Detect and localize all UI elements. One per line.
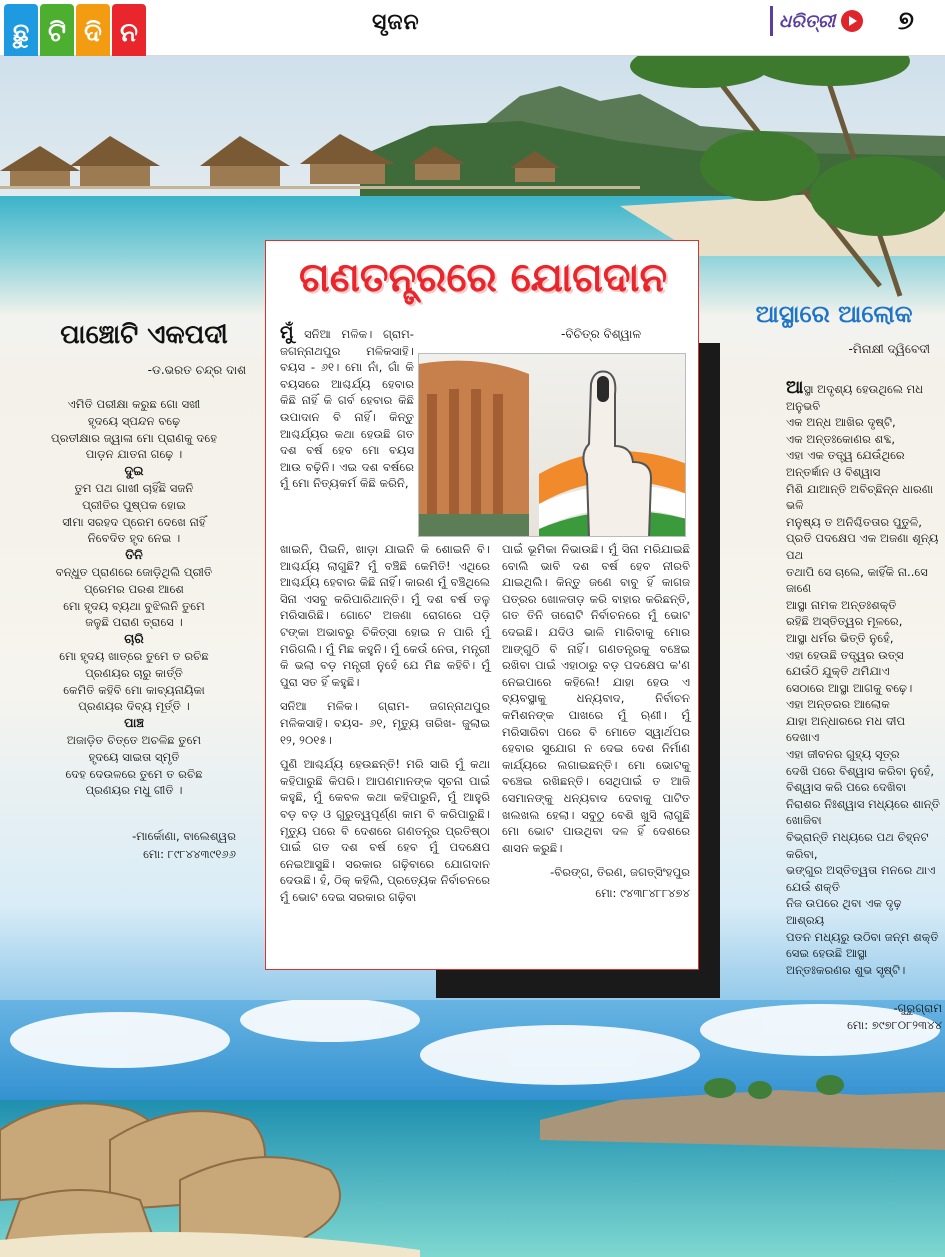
poem-line: ଯେଉଁଠି ଯୁକ୍ତି ଥମିଯାଏ: [786, 664, 890, 679]
poem-line: ବନ୍ଧୁତ ପ୍ରାଣରେ ଜୋଡ଼ିଥିଲି ପ୍ରୀତି: [55, 564, 213, 579]
page-header: [0, 0, 945, 56]
poem-stanza: [14, 547, 254, 631]
poem-line: ଆସ୍ଥା ଧର୍ମର ଭିତ୍ତି ନୁହେଁ,: [786, 630, 894, 645]
left-poem-place: [14, 827, 254, 863]
section-title: ସୃଜନ: [372, 10, 420, 35]
left-poem-title: ପାଞ୍ଚୋଟି ଏକପଦୀ: [60, 320, 228, 350]
poem-line: ଅଜାଡ଼ିତ ଚିତ୍ତେ ଅଚଳିଛ ତୁମେ: [66, 732, 202, 747]
poem-line: ଏହା ଜୀବନର ଗୁହ୍ୟ ସୂତ୍ର: [786, 747, 900, 762]
poem-stanza: [14, 463, 254, 547]
article-paragraph: ସନିଆ ମଳିକ। ଗ୍ରାମ- ଜଗନ୍ନାଥପୁର ମଳିକସାହି। ବୟସ- ୬୧, ମୃତ୍ୟୁ ତାରିଖ- ଜୁଲାଇ ୧୨, ୨୦୧୫।: [280, 699, 490, 747]
article-signature-phone: ମୋ: ୯୪୩୮୪୮୮୪୭୪: [595, 885, 690, 900]
poem-line: ପ୍ରଣୟର ଚାରୁ କାର୍ତ୍ତି: [85, 665, 183, 680]
poem-line: ଯାହା ଅନ୍ଧାରରେ ମଧ ଦୀପ ଦେଖାଏ: [786, 713, 906, 745]
article-box: [265, 240, 699, 970]
poem-line: ପ୍ରତୀକ୍ଷାର ଜ୍ୱାଳା ମୋ ପ୍ରାଣକୁ ଦହେ: [51, 430, 217, 445]
poem-line: ପ୍ରୀତିର ପୁଷ୍ପକ ହୋଇ: [82, 497, 186, 512]
poem-line: ଦେଖି ପରେ ବିଶ୍ୱାସ କରିବା ନୁହେଁ,: [786, 763, 935, 778]
poem-stanza: [14, 631, 254, 715]
article-byline: -ବିଚିତ୍ର ବିଶ୍ୱାଳ: [561, 327, 642, 341]
poem-line: ସେଇ ହେଉଛି ଆସ୍ଥା: [786, 946, 868, 961]
poem-line: ନିବେଦିତ ହୃଦ ନେଇ ।: [87, 531, 181, 546]
right-poem: [728, 300, 940, 357]
article-paragraph: ଖାଇନି, ପିଇନି, ଖାଡ଼ା ଯାଇନି କି ଶୋଇନି ବି। ଆଶ୍ଚର୍ଯ୍ୟ ଲାଗୁଛି? ମୁଁ ବଞ୍ଚିଛି କେମିତି! ଏଥିରେ ଆଶ୍ଚର୍ଯ୍ୟ ହେବାର କିଛି ନାହିଁ। କାରଣ ମୁଁ ବଞ୍ଚିଥିଲେ ସିନା ଏସବୁ କରିପାରିଥାନ୍ତି। ମୁଁ ଦଶ ବର୍ଷ ତଳୁ ମରିସାରିଛି। ଗୋଟେ ଅଜଣା ରୋଗରେ ପଡ଼ି ଟଙ୍କା ଅଭାବରୁ ଚିକିତ୍ସା ହୋଇ ନ ପାରି ମୁଁ ମରିଗଲି। ମୁଁ ମିଛ କହୁନି। ମୁଁ କେଉଁ ନେତା, ମନ୍ତ୍ରୀ କି ଭଲା ବଡ଼ ମନ୍ତ୍ରୀ ନୁହେଁ ଯେ ମିଛ କହିବି। ମୁଁ ପୁରା ସତ ହିଁ କହୁଛି।: [280, 542, 490, 689]
poem-line: ସୀମା ସରହଦ ପ୍ରେମ ଦେଖେ ନାହିଁ: [62, 514, 206, 529]
article-paragraph: ପାଇଁ ଭୂମିକା ନିଭାଉଛି। ମୁଁ ସିନା ମରିଯାଇଛି ବୋଲି ଭାବି ଦଶ ବର୍ଷ ହେବ ନୀରବି ଯାଇଥିଲି। କିନ୍ତୁ ଜଣେ ବାବୁ ହିଁ କାଗଜ ପତ୍ରର ଖୋଳତାଡ଼ କରି ବାହାର କରିଛନ୍ତି, ଗତ ତିନି ତାରୋଟି ନିର୍ବାଚନରେ ମୁଁ ଭୋଟ ଦେଇଛି। ଯଦିଓ ଭାଳି ମାରିବାକୁ ମୋର ଆଙ୍ଗୁଠି ବି ନାହିଁ। ଗଣତନ୍ତ୍ରକୁ ବଞ୍ଚେଇ ରଖିବା ପାଇଁ ଏହାଠାରୁ ବଡ଼ ପଦକ୍ଷେପ କ'ଣ ନେଇପାରେ କହିଲେ! ଯାହା ହେଉ ଏ ବ୍ୟବସ୍ଥାକୁ ଧନ୍ୟବାଦ, ନିର୍ବାଚନ କମିଶନଙ୍କ ପାଖରେ ମୁଁ ଋଣୀ। ମୁଁ ମରିସାରିବା ପରେ ବି ମୋତେ ସ୍ୱାର୍ଥପର ହେବାର ସୁଯୋଗ ନ ଦେଇ ଦେଶ ନିର୍ମାଣ କାର୍ଯ୍ୟରେ ଲଗାଇଛନ୍ତି। ମୋ ଭୋଟକୁ ବଞ୍ଚେଇ ରଖିଛନ୍ତି। ସେଥିପାଇଁ ତ ଆଜି ସେମାନଙ୍କୁ ଧନ୍ୟବାଦ ଦେବାକୁ ପାଟିତ ଖଲଖଲ ହେଲା। ସବୁଠୁ ବେଶି ଖୁସି ଲାଗୁଛି ମୋ ଭୋଟ ପାଉଥିବା ଦଳ ହିଁ ଦେଶରେ ଶାସନ କରୁଛି।: [502, 542, 690, 855]
right-poem-dropcap: ଆ: [786, 377, 804, 398]
poem-line: ଏହା ଏକ ତତ୍ତ୍ୱ ଯେଉଁଥିରେ ଅନ୍ତର୍ଜ୍ଞାନ ଓ ବିଶ୍ୱାସ: [786, 448, 905, 479]
left-poem-author: -ଡ.ଭରତ ଚନ୍ଦ୍ର ଦାଶ: [147, 363, 246, 377]
article-title: ଗଣତନ୍ତ୍ରରେ ଯୋଗଦାନ: [298, 255, 668, 301]
poem-line: ତଥାପି ସେ ଚାଲେ, କାହିଁକି ନା..ସେ ଜାଣେ: [786, 564, 928, 596]
article-intro: [280, 322, 414, 492]
left-poem-phone: ମୋ: ୮୯୮୪୪୩୯୧୬୬: [143, 847, 236, 862]
stanza-heading: ଚାରି: [124, 631, 144, 647]
poem-line: ପାଡ଼ନ ଯାତନା ଗଢ଼େ ।: [85, 447, 183, 462]
paper-name: ଧରିତ୍ରୀ: [779, 10, 836, 32]
left-poem-body: [14, 396, 254, 799]
poem-line: ମୋ ହୃଦୟ ବ୍ୟଥା ବୁଝିଲନି ତୁମେ: [63, 598, 205, 613]
brand-letter-3: ଦି: [76, 4, 110, 62]
article-paragraph: ପୁଣି ଆଶ୍ଚର୍ଯ୍ୟ ହେଉଛନ୍ତି! ମରି ସାରି ମୁଁ କଥା କହିପାରୁଛି କିପରି। ଆପଣମାନଙ୍କ ସୂଚନା ପାଇଁ କହୁଛି, ମୁଁ କେବଳ କଥା କହିପାରୁନି, ମୁଁ ଆହୁରି ବଡ଼ ବଡ଼ ଓ ଗୁରୁତ୍ୱପୂର୍ଣ୍ଣ କାମ ବି କରିପାରୁଛି। ମୃତ୍ୟୁ ପରେ ବି ଦେଶରେ ଗଣତନ୍ତ୍ର ପ୍ରତିଷ୍ଠା ପାଇଁ ଗତ ଦଶ ବର୍ଷ ହେବ ମୁଁ ପଦକ୍ଷେପ ନେଇଆସୁଛି। ସରକାର ଗଢ଼ିବାରେ ଯୋଗଦାନ ଦେଉଛି। ହଁ, ଠିକ୍ କହିଲି, ପ୍ରତ୍ୟେକ ନିର୍ବାଚନରେ ମୁଁ ଭୋଟ ଦେଇ ସରକାର ଗଢ଼ିବା: [280, 757, 490, 904]
right-poem-location: -ଗୁରୁଗ୍ରାମ: [893, 1001, 942, 1016]
poem-line: ଜଳୁଛି ପରାଣ ତ୍ରାସେ ।: [85, 615, 183, 630]
left-poem: [14, 320, 254, 863]
poem-line: ବିଶ୍ୱାସ କରି ପରେ ଦେଖିବା: [786, 780, 907, 795]
poem-line: ସେଠାରେ ଆସ୍ଥା ଆଗକୁ ବଢ଼େ।: [786, 680, 913, 695]
right-poem-body: [786, 377, 942, 1034]
poem-line: ମନୁଷ୍ୟ ତ ଅନିଶ୍ଚିତତାର ପୁତୁଳି,: [786, 514, 922, 529]
article-intro-text: ସନିଆ ମଳିକ। ଗ୍ରାମ- ଜଗନ୍ନାଥପୁର ମଳିକସାହି। ବୟସ - ୬୧। ମୋ ନାଁ, ଗାଁ କି ବୟସରେ ଆଶ୍ଚର୍ଯ୍ୟ ହେବାର କିଛି ନାହିଁ କି ଗର୍ବ ହେବାର କିଛି ଉପାଦାନ ବି ନାହିଁ। କିନ୍ତୁ ଆଶ୍ଚର୍ଯ୍ୟର କଥା ହେଉଛି ଗତ ଦଶ ବର୍ଷ ହେବ ମୋ ବୟସ ଆଉ ବଢ଼ିନି। ଏଇ ଦଶ ବର୍ଷରେ ମୁଁ ମୋ ନିତ୍ୟକର୍ମ କିଛି କରିନି,: [280, 327, 414, 491]
tropical-beach-illustration: [0, 1000, 945, 1257]
poem-line: ଏହା ହେଉଛି ତତ୍ତ୍ୱର ଉତ୍ସ: [786, 647, 904, 662]
poem-line: ହୃଦୟେ ସାଇତା ସ୍ମୃତି: [88, 749, 180, 764]
stanza-heading: ପାଞ୍ଚ: [124, 715, 144, 731]
poem-line: ଏହା ଅନ୍ତରର ଆଲୋକ: [786, 697, 890, 712]
poem-stanza: [14, 715, 254, 799]
poem-line: ଦେହ ଦେଉଳରେ ତୁମେ ତ ରଚିଛ: [65, 766, 203, 781]
brand-letter-1: ଛୁ: [4, 4, 38, 62]
right-poem-first-line: ସ୍ଥା ଅଦୃଶ୍ୟ ହେଉଥିଲେ ମଧ ଅନୁଭବି: [786, 382, 924, 413]
stanza-heading: ତିନି: [125, 547, 143, 563]
brand-letter-4: ନ: [112, 4, 146, 62]
poem-line: ଅନ୍ତଃକରଣର ଶୁଭ ସୃଷ୍ଟି।: [786, 962, 906, 977]
left-poem-location: -ମାର୍କୋଣା, ବାଲେଶ୍ୱର: [132, 829, 236, 844]
poem-line: ପତନ ମଧ୍ୟରୁ ଉଠିବା ଜନ୍ମ ଶକ୍ତି: [786, 929, 939, 944]
article-column-1: [280, 541, 490, 913]
article-signature-place: -ବିରଙ୍ଗ, ତିରଣ, ଜଗତ୍‌ସିଂହପୁର: [550, 865, 690, 880]
poem-line: କେମିତି କହିବି ମୋ କାବ୍ୟନାୟିକା: [63, 682, 205, 697]
voting-finger-parliament-image: [418, 353, 686, 537]
play-icon: [841, 10, 863, 32]
poem-line: ହୃଦୟେ ସ୍ପନ୍ଦନ ବଢ଼େ: [87, 413, 181, 428]
poem-line: ରହିଛି ଅସ୍ତିତ୍ୱର ମୂଳରେ,: [786, 614, 903, 629]
poem-line: ମିଶି ଯାଆନ୍ତି ଅବିଚ୍ଛିନ୍ନ ଧାରଣା ଭଳି: [786, 481, 934, 513]
chhutidina-logo: [4, 4, 146, 62]
poem-line: [786, 377, 942, 414]
right-poem-author: -ମିନାକ୍ଷୀ ଦ୍ୱିବେଦୀ: [848, 342, 930, 356]
dharitri-logo: [770, 6, 876, 36]
poem-line: ବିଭ୍ରାନ୍ତି ମଧ୍ୟରେ ପଥ ଚିହ୍ନଟ କରିବା,: [786, 830, 929, 861]
poem-line: ନିରାଶର ନିଃଶ୍ୱାସ ମଧ୍ୟରେ ଶାନ୍ତି ଖୋଜିବା: [786, 796, 940, 828]
page-number: ୭: [898, 6, 914, 36]
poem-line: ଏକ ଅନ୍ଧ ଆଖିର ଦୃଷ୍ଟି,: [786, 415, 896, 430]
poem-line: ପ୍ରଣୟର ଦିବ୍ୟ ମୂର୍ତ୍ତି ।: [78, 699, 190, 714]
poem-line: ଆସ୍ଥା ନାମକ ଅନ୍ତଃଶକ୍ତି: [786, 597, 897, 612]
poem-line: ଏମିତି ପରୀକ୍ଷା କରୁଛ ଗୋ ସଖୀ: [67, 397, 201, 411]
article-dropcap: ମୁଁ: [280, 322, 294, 343]
poem-line: ଭଙ୍ଗୁର ଅସ୍ତିତ୍ୱତା ମନରେ ଥାଏ ଯେଉଁ ଶକ୍ତି: [786, 863, 936, 894]
right-poem-title: ଆସ୍ଥାରେ ଆଲୋକ: [755, 300, 913, 328]
stanza-heading: ଦୁଇ: [124, 463, 144, 479]
brand-letter-2: ଟି: [40, 4, 74, 62]
poem-line: ପ୍ରଣୟର ମଧୁ ଗୀତି ।: [85, 783, 183, 798]
poem-line: ଏକ ଅନ୍ତଃକୋଣର ଶବ୍ଦ,: [786, 431, 896, 446]
poem-line: ମୋ ହୃଦୟ ଖାତ୍ରେ ତୁମେ ତ ରଚିଛ: [59, 648, 209, 663]
right-poem-phone: ମୋ: ୭୯୭୮୦୮୨୩୪୪: [847, 1017, 942, 1032]
poem-line: ତୁମ ପଥ ଗାଖୀ ଚାହିଁଛି ସଜନି: [74, 480, 194, 495]
poem-stanza: [14, 396, 254, 463]
article-column-2: [502, 541, 690, 901]
poem-line: ପ୍ରେମର ପରଶ ଆଶେ: [84, 581, 184, 596]
poem-line: ନିଜ ଉପରେ ଥିବା ଏକ ଦୃଢ଼ ଆଶ୍ରୟ: [786, 896, 902, 927]
poem-line: ପ୍ରତି ପଦକ୍ଷେପ ଏକ ଅଜଣା ଶୂନ୍ୟ ପଥ: [786, 531, 939, 562]
